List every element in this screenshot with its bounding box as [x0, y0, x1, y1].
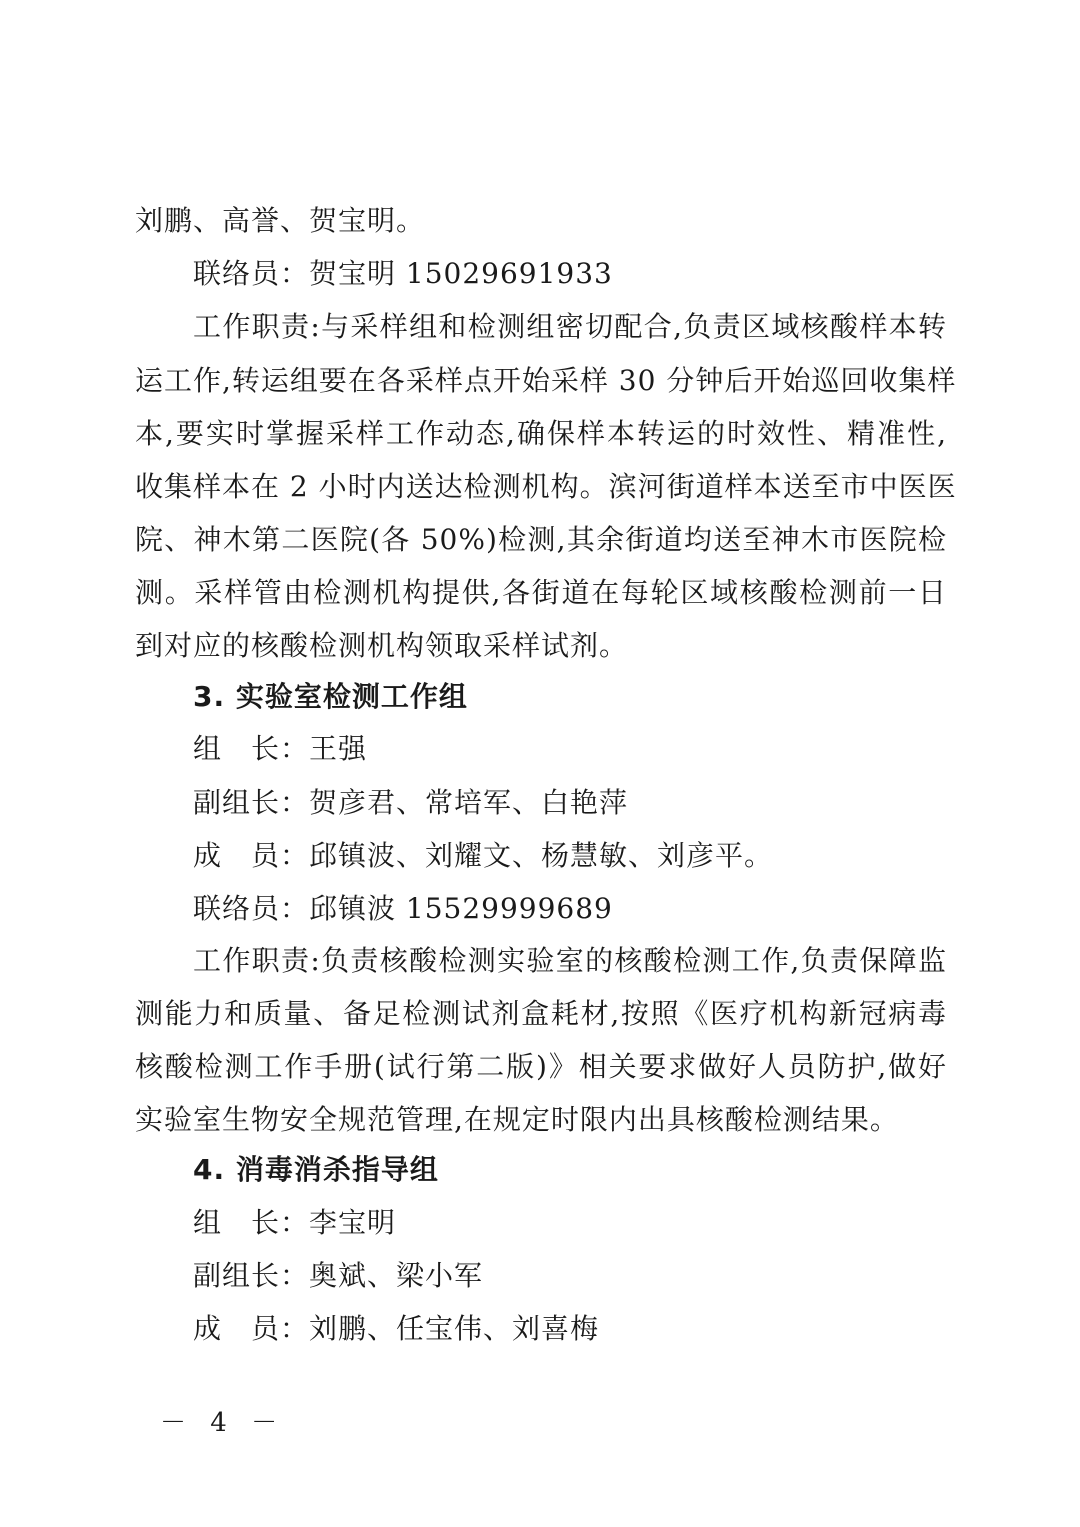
duty-paragraph-line: 院、神木第二医院(各 50%)检测,其余街道均送至神木市医院检	[135, 523, 947, 556]
duty-paragraph-line: 核酸检测工作手册(试行第二版)》相关要求做好人员防护,做好	[135, 1050, 947, 1083]
duty-paragraph-line: 实验室生物安全规范管理,在规定时限内出具核酸检测结果。	[135, 1103, 899, 1136]
liaison-line: 联络员：贺宝明 15029691933	[193, 257, 613, 290]
section-heading: 3. 实验室检测工作组	[193, 680, 468, 713]
members-line: 成 员：刘鹏、任宝伟、刘喜梅	[193, 1312, 600, 1345]
section-heading: 4. 消毒消杀指导组	[193, 1153, 439, 1186]
duty-paragraph-line: 测能力和质量、备足检测试剂盒耗材,按照《医疗机构新冠病毒	[135, 997, 947, 1030]
page-number: － 4 －	[160, 1408, 286, 1438]
text-line: 刘鹏、高誉、贺宝明。	[135, 204, 426, 237]
duty-paragraph-line: 工作职责:负责核酸检测实验室的核酸检测工作,负责保障监	[193, 944, 947, 977]
members-line: 成 员：邱镇波、刘耀文、杨慧敏、刘彦平。	[193, 839, 774, 872]
duty-paragraph-line: 收集样本在 2 小时内送达检测机构。滨河街道样本送至市中医医	[135, 470, 957, 503]
duty-paragraph-line: 工作职责:与采样组和检测组密切配合,负责区域核酸样本转	[193, 310, 947, 343]
duty-paragraph-line: 测。采样管由检测机构提供,各街道在每轮区域核酸检测前一日	[135, 576, 947, 609]
duty-paragraph-line: 到对应的核酸检测机构领取采样试剂。	[135, 629, 629, 662]
duty-paragraph-line: 运工作,转运组要在各采样点开始采样 30 分钟后开始巡回收集样	[135, 364, 957, 397]
liaison-line: 联络员：邱镇波 15529999689	[193, 892, 613, 925]
deputy-leader-line: 副组长：贺彦君、常培军、白艳萍	[193, 786, 629, 819]
deputy-leader-line: 副组长：奥斌、梁小军	[193, 1259, 484, 1292]
leader-line: 组 长：李宝明	[193, 1206, 397, 1239]
leader-line: 组 长：王强	[193, 732, 368, 765]
duty-paragraph-line: 本,要实时掌握采样工作动态,确保样本转运的时效性、精准性,	[135, 417, 947, 450]
